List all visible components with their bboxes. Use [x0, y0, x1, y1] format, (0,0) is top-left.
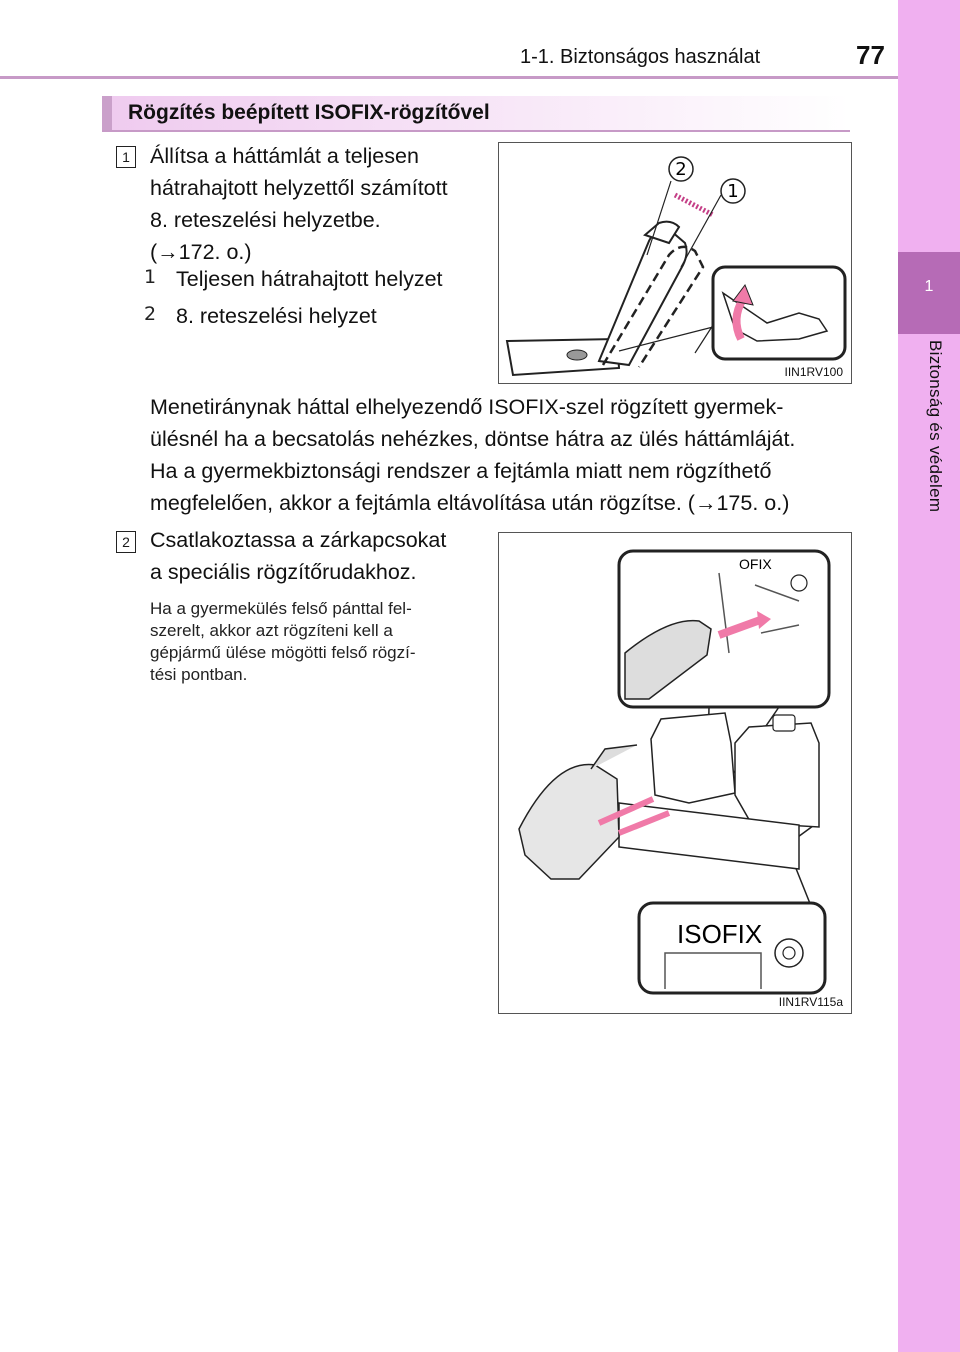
item-number-2: 2	[144, 303, 157, 325]
top-tether-note-line3: gépjármű ülése mögötti felső rögzí-	[150, 643, 416, 662]
inset-label-partial: OFIX	[739, 556, 772, 572]
chapter-title: Biztonság és védelem	[926, 340, 945, 513]
inset-label: ISOFIX	[677, 919, 763, 949]
step2-line2: a speciális rögzítőrudakhoz.	[150, 560, 417, 584]
isofix-attachment-illustration	[499, 533, 851, 1013]
section-heading-text: Rögzítés beépített ISOFIX-rögzítővel	[128, 101, 490, 124]
page-number: 77	[856, 40, 885, 70]
isofix-attachment-figure	[498, 532, 852, 1014]
headrest-note-line1: Ha a gyermekbiztonsági rendszer a fejtámla miatt nem rögzíthető	[150, 459, 772, 483]
step2-instruction	[150, 524, 480, 588]
headrest-note	[150, 455, 850, 519]
step-marker-2: 2	[116, 531, 136, 553]
seatback-recline-figure	[498, 142, 852, 384]
recline-note	[150, 391, 850, 455]
running-header: 1-1. Biztonságos használat	[520, 46, 761, 68]
top-tether-note-line4: tési pontban.	[150, 665, 248, 684]
step1-line2: hátrahajtott helyzettől számított	[150, 176, 448, 200]
step-marker-1: 1	[116, 146, 136, 168]
step1-line4: (→172. o.)	[150, 240, 252, 264]
top-tether-note-line2: szerelt, akkor azt rögzíteni kell a	[150, 621, 393, 640]
recline-note-line1: Menetiránynak háttal elhelyezendő ISOFIX-szel rögzített gyermek-	[150, 395, 784, 419]
item-label-2: 8. reteszelési helyzet	[176, 304, 377, 328]
callout-1: 1	[727, 181, 739, 202]
chapter-number: 1	[924, 278, 934, 295]
figure-code: IIN1RV100	[784, 365, 843, 379]
item-label-1: Teljesen hátrahajtott helyzet	[176, 267, 443, 291]
headrest-note-line2: megfelelően, akkor a fejtámla eltávolítása után rögzítse. (→175. o.)	[150, 491, 790, 515]
step2-line1: Csatlakoztassa a zárkapcsokat	[150, 528, 447, 552]
top-tether-note	[150, 598, 480, 686]
step1-line1: Állítsa a háttámlát a teljesen	[150, 144, 419, 168]
seatback-recline-illustration	[499, 143, 851, 383]
chapter-side-tab	[898, 0, 960, 1352]
step1-line3: 8. reteszelési helyzetbe.	[150, 208, 381, 232]
step1-instruction	[150, 140, 480, 268]
section-heading	[102, 96, 850, 132]
item-number-1: 1	[144, 266, 157, 288]
header-rule	[0, 76, 898, 79]
figure-code-2: IIN1RV115a	[778, 995, 843, 1009]
recline-note-line2: ülésnél ha a becsatolás nehézkes, döntse hátra az ülés háttámláját.	[150, 427, 796, 451]
callout-2: 2	[675, 159, 687, 180]
top-tether-note-line1: Ha a gyermekülés felső pánttal fel-	[150, 599, 412, 618]
